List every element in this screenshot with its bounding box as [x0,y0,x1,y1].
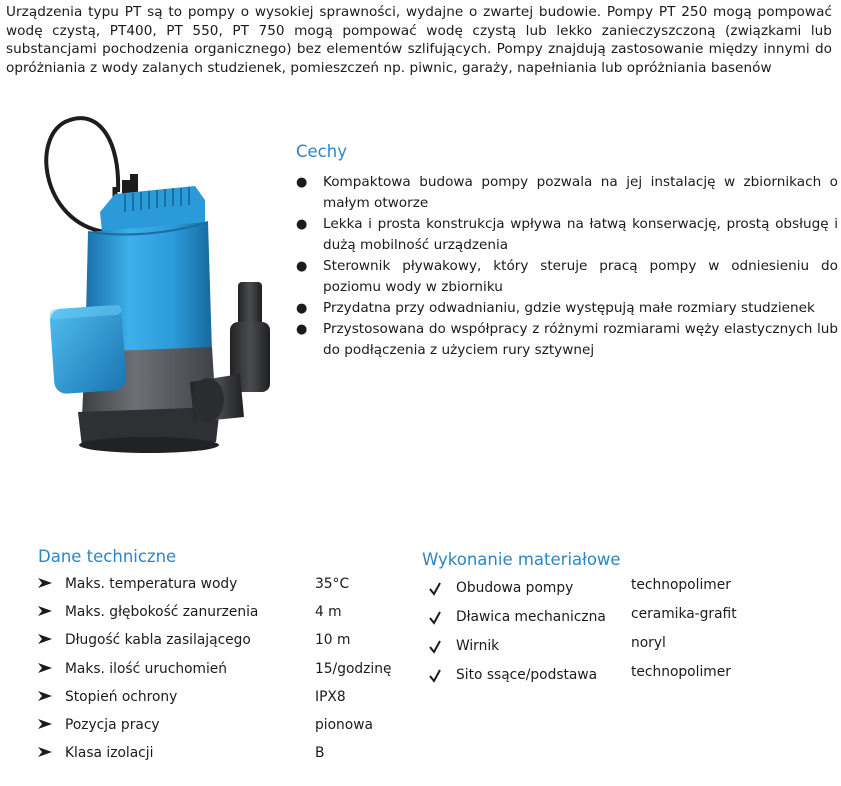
bullet-dot-icon: ● [296,259,308,274]
arrow-bullet-icon [38,746,52,758]
arrow-bullet-icon [38,690,52,702]
arrow-bullet-icon [38,662,52,674]
list-item: ● Przydatna przy odwadnianiu, gdzie występują małe rozmiary studzienek [296,298,838,319]
arrow-bullet-icon [38,577,52,589]
check-icon [428,640,442,654]
arrow-bullet-icon [38,633,52,645]
check-icon [428,669,442,683]
materials-title: Wykonanie materiałowe [422,550,621,569]
features-title: Cechy [296,142,347,161]
check-icon [428,582,442,596]
submersible-pump-image [30,112,280,457]
list-item: ● Lekka i prosta konstrukcja wpływa na łatwą konserwację, prostą obsługę i dużą mobilność urządzenia [296,216,838,253]
features-list [296,172,838,361]
list-item: ● Kompaktowa budowa pompy pozwala na jej instalację w zbiornikach o małym otworze [296,174,838,211]
arrow-bullet-icon [38,605,52,617]
arrow-bullet-icon [38,718,52,730]
bullet-dot-icon: ● [296,301,308,316]
bullet-dot-icon: ● [296,217,308,232]
bullet-dot-icon: ● [296,175,308,190]
bullet-dot-icon: ● [296,322,308,337]
intro-paragraph: Urządzenia typu PT są to pompy o wysokiej sprawności, wydajne o zwartej budowie. Pompy PT 250 mogą pompować wodę czystą, PT400, PT 550, PT 750 mogą pompować wodę czystą lub lekko zanieczyszczoną (związkami lub substancjami pochodzenia organicznego) bez elementów szlifujących. Pompy znajdują zastosowanie między innymi do opróżniania z wody zalanych studzienek, pomieszczeń np. piwnic, garaży, napełniania lub opróżniania basenów [6,4,832,76]
list-item: ● Przystosowana do współpracy z różnymi rozmiarami węży elastycznych lub do podłączenia z użyciem rury sztywnej [296,321,838,358]
tech-data-title: Dane techniczne [38,547,177,566]
list-item: ● Sterownik pływakowy, który steruje pracą pompy w odniesieniu do poziomu wody w zbiorniku [296,258,838,295]
check-icon [428,611,442,625]
